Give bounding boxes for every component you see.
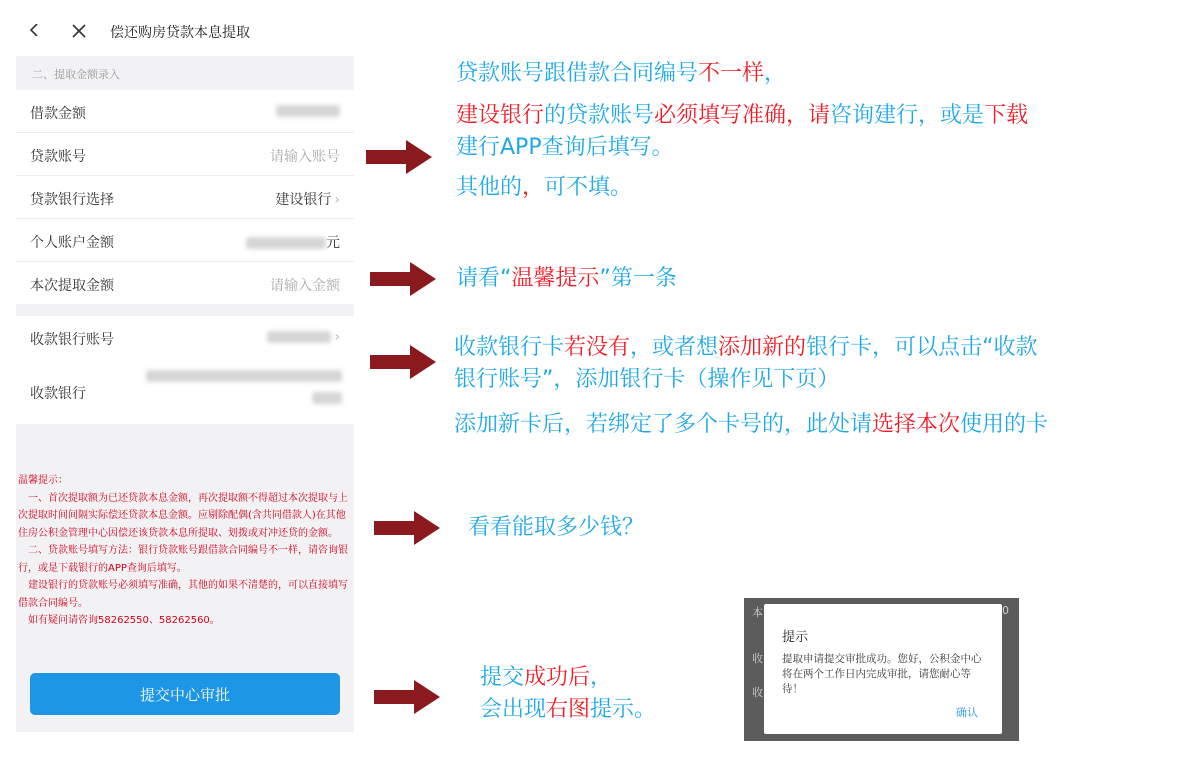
annotation-text: 银行账号”，添加银行卡（操作见下页） [454,367,840,392]
top-bar [0,0,360,56]
background-fragment: 本 [752,606,763,619]
annotation-text: 请看“ [456,266,512,291]
success-dialog-screenshot [744,598,1019,741]
back-icon[interactable] [28,24,40,36]
annotation-how-much [468,514,644,542]
annotation-loan-account-1 [456,60,786,88]
annotation-text: 建设银行 [456,103,545,128]
loan-bank-value: 建设银行 [275,192,332,208]
dialog-confirm-button[interactable]: 确认 [956,706,978,719]
dialog-title: 提示 [782,630,809,645]
annotation-text: 不一样 [698,61,765,86]
annotation-text: 若没有 [564,335,631,360]
receive-bank-value-redacted [146,370,342,414]
annotation-text: ， [590,665,613,690]
annotation-text: 银行卡，可以点击“收款 [806,335,1038,360]
annotation-text: 可不填。 [544,175,633,200]
annotation-loan-account-2 [456,102,1028,130]
annotation-receive-account-3 [454,411,1048,439]
tips-item: 如有疑问请咨询58262550、58262560。 [18,615,220,626]
withdraw-amount-row[interactable] [16,262,354,304]
annotation-text: 使用的卡 [960,412,1049,437]
annotation-text: 建行APP查询后填写。 [456,135,674,160]
tips-panel [18,472,350,630]
tips-item: 建设银行的贷款账号必须填写准确，其他的如果不清楚的，可以直接填写借款合同编号。 [18,580,348,609]
receive-bank-label: 收款银行 [30,386,86,402]
annotation-text: 提交 [480,665,525,690]
phone-screen [0,0,360,759]
annotation-text: 其他的 [456,175,523,200]
receive-account-label: 收款银行账号 [30,332,114,348]
annotation-receive-account-1 [454,334,1037,362]
close-icon[interactable] [72,24,86,38]
section-divider [16,304,354,316]
arrow-right-icon [374,680,440,714]
section-header [16,56,354,90]
receive-account-select[interactable] [267,329,340,345]
currency-unit: 元 [326,235,340,251]
chevron-right-icon: › [334,329,340,345]
dialog-message: 提取申请提交审批成功。您好，公积金中心将在两个工作日内完成审批，请您耐心等待！ [782,653,982,695]
arrow-right-icon [366,140,432,174]
annotation-text: 的贷款账号 [544,103,655,128]
tips-item: 二、贷款账号填写方法：银行贷款账号跟借款合同编号不一样，请咨询银行，或是下载银行的APP查询后填写。 [18,545,348,574]
background-fragment: 收 [752,652,763,665]
annotation-text: 添加新的 [718,335,807,360]
personal-balance-label: 个人账户金额 [30,235,114,251]
background-fragment: 0 [1002,604,1009,617]
page-title: 偿还购房贷款本息提取 [110,25,250,41]
loan-account-label: 贷款账号 [30,149,86,165]
annotation-loan-account-3 [456,134,674,162]
arrow-right-icon [370,262,436,296]
tips-title: 温馨提示： [18,475,68,486]
arrow-right-icon [370,345,436,379]
annotation-text: 咨询建行，或是 [830,103,985,128]
annotation-text: 收款银行卡 [454,335,565,360]
annotation-loan-account-4 [456,174,632,202]
annotation-receive-account-2 [454,366,839,394]
annotation-text: ”第一条 [599,266,677,291]
annotation-text: 贷款账号跟借款合同编号 [456,61,699,86]
annotation-text: 成功后 [524,665,591,690]
receive-bank-row [16,358,354,424]
loan-amount-row [16,90,354,133]
annotation-text: 看看能取多少钱？ [468,515,645,540]
loan-bank-select[interactable] [275,189,340,209]
annotation-text: 必须填写准确，请 [654,103,831,128]
tips-item: 一、首次提取额为已还贷款本息金额，再次提取额不得超过本次提取与上次提取时间间隔实际偿还贷款本息金额。应剔除配偶(含共同借款人)在其他住房公积金管理中心因偿还该贷款本息所提取、划拨或对冲还贷的金额。 [18,492,348,539]
section-title: 二、提取金额录入 [32,68,120,81]
annotation-text: 提示。 [590,697,657,722]
loan-bank-label: 贷款银行选择 [30,192,114,208]
loan-account-input[interactable]: 请输入账号 [270,149,340,165]
background-fragment: 收 [752,686,763,699]
alert-dialog [764,604,1002,734]
personal-balance-row [16,219,354,262]
annotation-text: 选择本次 [872,412,961,437]
annotation-submit-2 [480,696,656,724]
annotation-withdraw-amount [456,265,677,293]
annotation-text: ，或者想 [630,335,719,360]
annotation-submit-1 [480,664,612,692]
annotation-text: ， [764,61,787,86]
annotation-text: ， [522,175,545,200]
loan-amount-value-redacted [276,103,340,119]
annotation-text: 温馨提示 [511,266,600,291]
loan-account-row[interactable] [16,133,354,176]
personal-balance-value [246,232,340,252]
withdraw-amount-label: 本次提取金额 [30,278,114,294]
loan-bank-row[interactable] [16,176,354,219]
chevron-right-icon: › [334,192,340,208]
arrow-right-icon [374,511,440,545]
withdraw-amount-input[interactable]: 请输入金额 [270,278,340,294]
annotation-text: 右图 [546,697,591,722]
annotation-text: 下载 [984,103,1029,128]
submit-approval-button[interactable]: 提交中心审批 [30,673,340,715]
annotation-text: 添加新卡后，若绑定了多个卡号的，此处请 [454,412,873,437]
annotation-text: 会出现 [480,697,547,722]
loan-amount-label: 借款金额 [30,106,86,122]
receive-account-row[interactable] [16,316,354,359]
